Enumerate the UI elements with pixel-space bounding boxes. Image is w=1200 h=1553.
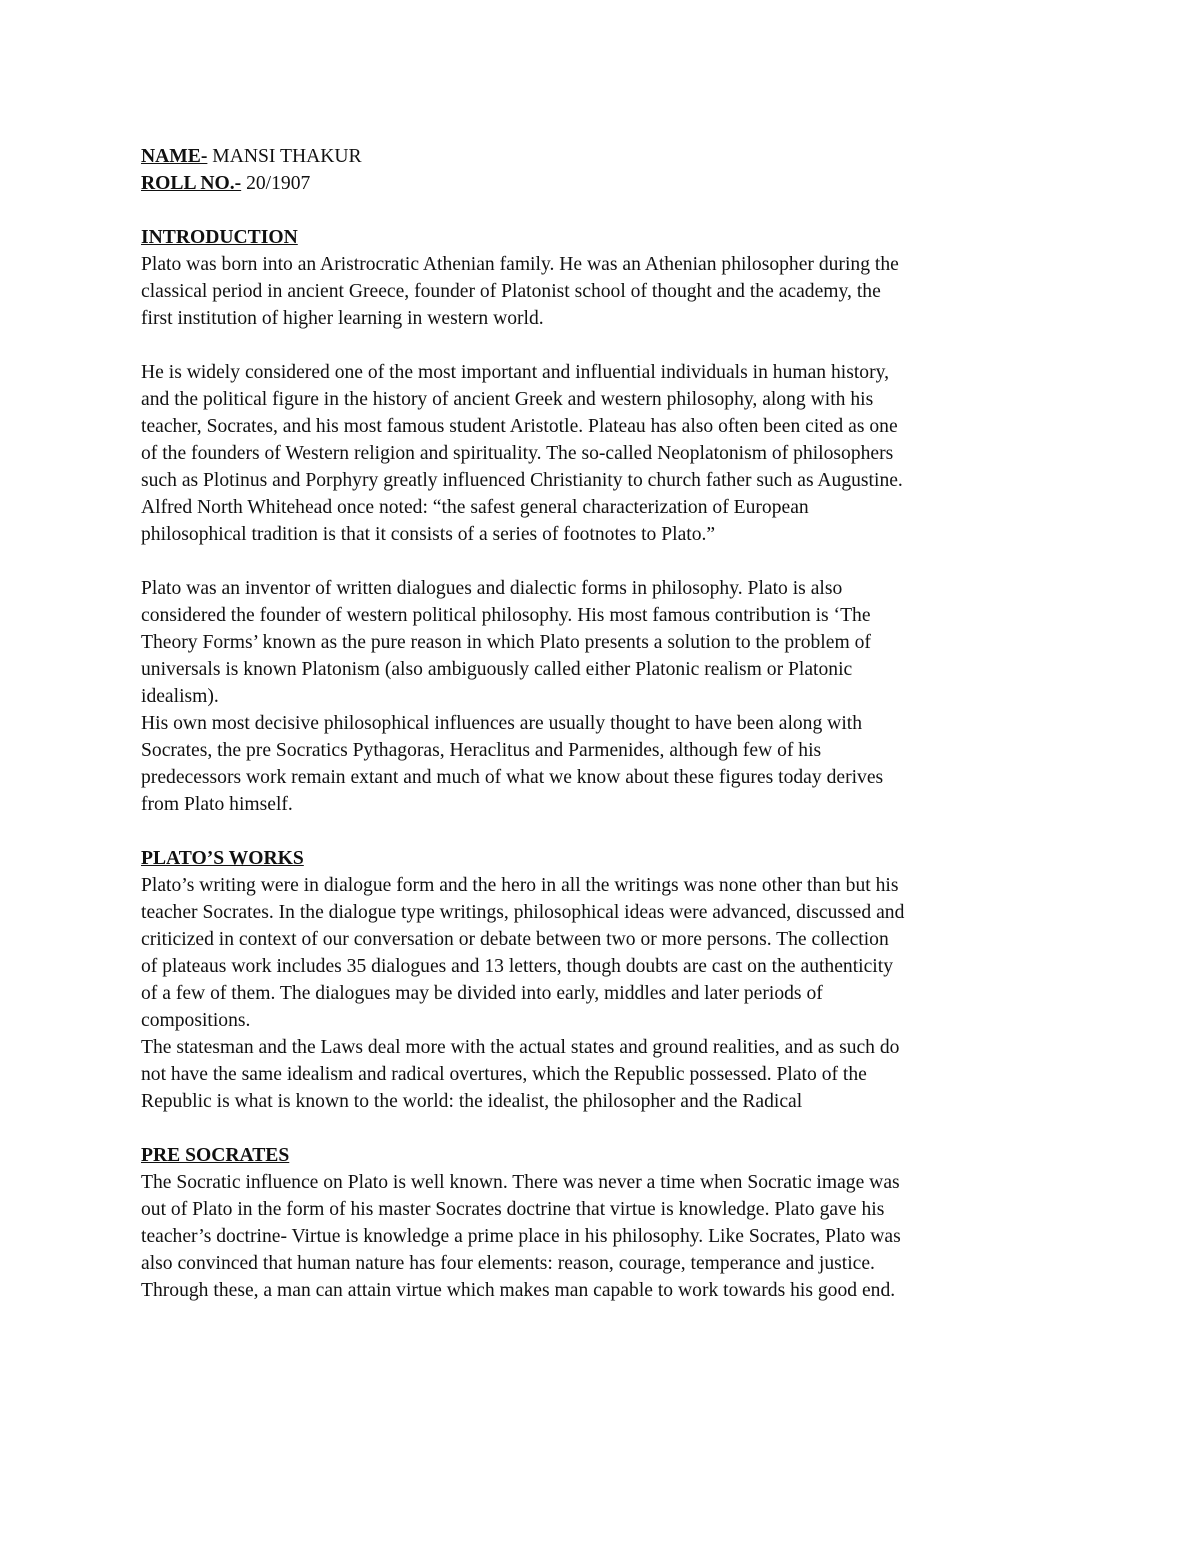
text-line: The statesman and the Laws deal more with the actual states and ground realities, and as such do — [141, 1037, 900, 1058]
spacer — [141, 818, 1076, 845]
text-line: idealism). — [141, 686, 219, 707]
name-line — [141, 143, 1076, 170]
pre-socrates-paragraph — [141, 1169, 1076, 1304]
text-line: classical period in ancient Greece, founder of Platonist school of thought and the academy, the — [141, 281, 881, 302]
text-line: of the founders of Western religion and spirituality. The so-called Neoplatonism of philosophers — [141, 443, 894, 464]
text-line: His own most decisive philosophical influences are usually thought to have been along with — [141, 713, 863, 734]
roll-label: ROLL NO.- — [141, 173, 242, 194]
text-line: from Plato himself. — [141, 794, 293, 815]
text-line: Through these, a man can attain virtue which makes man capable to work towards his good end. — [141, 1280, 896, 1301]
spacer — [141, 332, 1076, 359]
text-line: and the political figure in the history of ancient Greek and western philosophy, along with his — [141, 389, 874, 410]
text-line: also convinced that human nature has four elements: reason, courage, temperance and justice. — [141, 1253, 875, 1274]
text-line: out of Plato in the form of his master Socrates doctrine that virtue is knowledge. Plato gave his — [141, 1199, 885, 1220]
text-line: Plato’s writing were in dialogue form and the hero in all the writings was none other than but his — [141, 875, 899, 896]
text-line: considered the founder of western political philosophy. His most famous contribution is ‘The — [141, 605, 871, 626]
text-line: Republic is what is known to the world: the idealist, the philosopher and the Radical — [141, 1091, 803, 1112]
spacer — [141, 197, 1076, 224]
spacer — [141, 1115, 1076, 1142]
text-line: teacher Socrates. In the dialogue type writings, philosophical ideas were advanced, discussed and — [141, 902, 905, 923]
text-line: such as Plotinus and Porphyry greatly influenced Christianity to church father such as Augustine. — [141, 470, 903, 491]
introduction-paragraph-3 — [141, 575, 1076, 818]
introduction-paragraph-2 — [141, 359, 1076, 548]
text-line: compositions. — [141, 1010, 251, 1031]
name-value: MANSI THAKUR — [207, 146, 362, 167]
section-heading-platos-works: PLATO’S WORKS — [141, 848, 304, 869]
text-line: Socrates, the pre Socratics Pythagoras, Heraclitus and Parmenides, although few of his — [141, 740, 822, 761]
text-line: teacher, Socrates, and his most famous student Aristotle. Plateau has also often been cited as one — [141, 416, 898, 437]
document-page — [141, 143, 1076, 1304]
text-line: predecessors work remain extant and much of what we know about these figures today derives — [141, 767, 884, 788]
spacer — [141, 548, 1076, 575]
text-line: He is widely considered one of the most important and influential individuals in human history, — [141, 362, 890, 383]
text-line: of a few of them. The dialogues may be divided into early, middles and later periods of — [141, 983, 823, 1004]
section-heading-introduction: INTRODUCTION — [141, 227, 298, 248]
text-line: criticized in context of our conversation or debate between two or more persons. The collection — [141, 929, 889, 950]
section-heading-pre-socrates: PRE SOCRATES — [141, 1145, 290, 1166]
roll-line — [141, 170, 1076, 197]
text-line: philosophical tradition is that it consists of a series of footnotes to Plato.” — [141, 524, 716, 545]
text-line: of plateaus work includes 35 dialogues and 13 letters, though doubts are cast on the authenticity — [141, 956, 893, 977]
roll-value: 20/1907 — [241, 173, 311, 194]
text-line: teacher’s doctrine- Virtue is knowledge a prime place in his philosophy. Like Socrates, Plato was — [141, 1226, 901, 1247]
text-line: The Socratic influence on Plato is well known. There was never a time when Socratic image was — [141, 1172, 900, 1193]
text-line: Alfred North Whitehead once noted: “the safest general characterization of European — [141, 497, 809, 518]
introduction-paragraph-1 — [141, 251, 1076, 332]
text-line: first institution of higher learning in western world. — [141, 308, 544, 329]
text-line: not have the same idealism and radical overtures, which the Republic possessed. Plato of the — [141, 1064, 867, 1085]
works-paragraph — [141, 872, 1076, 1115]
text-line: Plato was born into an Aristrocratic Athenian family. He was an Athenian philosopher during the — [141, 254, 899, 275]
text-line: universals is known Platonism (also ambiguously called either Platonic realism or Platonic — [141, 659, 853, 680]
text-line: Plato was an inventor of written dialogues and dialectic forms in philosophy. Plato is also — [141, 578, 843, 599]
name-label: NAME- — [141, 146, 208, 167]
text-line: Theory Forms’ known as the pure reason in which Plato presents a solution to the problem of — [141, 632, 871, 653]
